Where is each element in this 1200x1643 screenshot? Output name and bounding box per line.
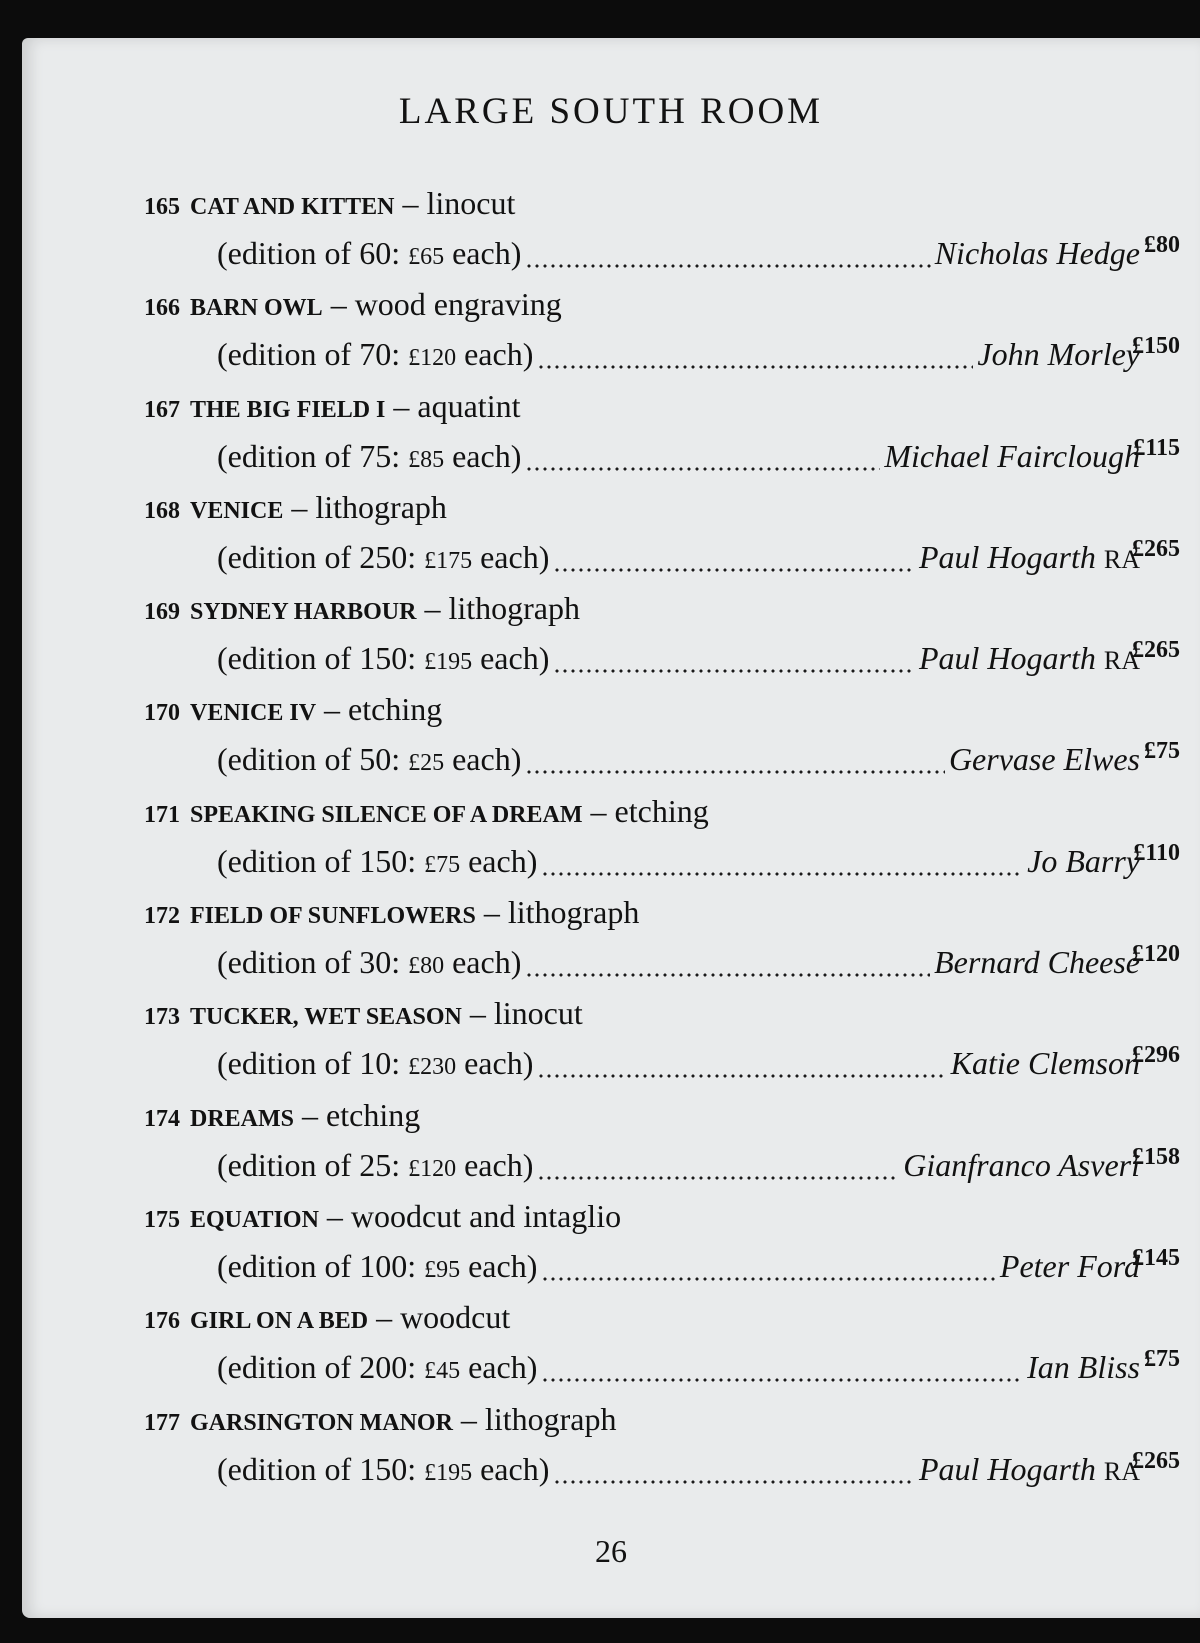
edition-info (217, 741, 521, 778)
edition-each: each) (464, 336, 534, 373)
artwork-title: GIRL ON A BED (190, 1308, 369, 1335)
artwork-title: BARN OWL (190, 295, 323, 322)
artist-name: Katie Clemson (950, 1045, 1140, 1082)
artwork-medium: – etching (590, 792, 709, 829)
catalogue-entry (22, 482, 1200, 583)
entry-details (217, 836, 1180, 887)
entry-heading (144, 1394, 616, 1444)
artist-name: Gervase Elwes (948, 741, 1140, 778)
artwork-medium: – linocut (469, 995, 583, 1032)
artwork-medium: – wood engraving (330, 286, 562, 323)
price: £115 (1133, 434, 1180, 461)
dot-leader (553, 644, 915, 674)
edition-size: (edition of 70: (217, 336, 401, 373)
lot-number: 168 (144, 497, 180, 524)
artwork-title: SPEAKING SILENCE OF A DREAM (190, 801, 583, 828)
edition-size: (edition of 200: (217, 1349, 417, 1386)
edition-price: £85 (408, 446, 445, 473)
catalogue-entry (22, 1090, 1200, 1191)
price: £265 (1132, 535, 1180, 562)
edition-each: each) (468, 842, 538, 879)
artist-name: Nicholas Hedge (934, 235, 1140, 271)
artwork-title: EQUATION (190, 1206, 319, 1233)
lot-number: 169 (144, 599, 180, 626)
artwork-medium: – lithograph (460, 1400, 617, 1437)
entry-details (217, 633, 1180, 684)
page-number: 26 (595, 1533, 627, 1569)
entry-details (217, 228, 1180, 279)
price: £158 (1132, 1143, 1180, 1170)
artist-name: Peter Ford (999, 1247, 1140, 1284)
dot-leader (541, 847, 1023, 877)
edition-each: each) (452, 235, 522, 271)
lot-number: 176 (144, 1308, 180, 1335)
entry-heading (144, 1292, 510, 1342)
entry-details (217, 431, 1180, 482)
artist-suffix: RA (1103, 544, 1140, 574)
edition-each: each) (464, 1146, 534, 1183)
price: £80 (1144, 232, 1180, 258)
edition-size: (edition of 75: (217, 437, 401, 474)
artist-name: Bernard Cheese (934, 944, 1140, 981)
edition-each: each) (480, 538, 550, 575)
edition-info (217, 944, 521, 981)
edition-info (217, 539, 549, 576)
artwork-medium: – etching (302, 1096, 421, 1133)
artist-name: Paul Hogarth RA (918, 1450, 1140, 1487)
edition-price: £230 (408, 1054, 457, 1081)
entry-details (217, 937, 1180, 988)
lot-number: 175 (144, 1206, 180, 1233)
edition-each: each) (468, 1349, 538, 1386)
price: £75 (1144, 1346, 1180, 1373)
artwork-title: SYDNEY HARBOUR (190, 599, 417, 626)
lot-number: 170 (144, 700, 180, 727)
artwork-medium: – aquatint (393, 387, 521, 424)
edition-price: £75 (424, 851, 461, 878)
entry-details (217, 329, 1180, 380)
catalogue-entry (22, 178, 1200, 279)
entry-details (217, 1140, 1180, 1191)
artwork-title: VENICE (190, 497, 284, 524)
edition-price: £120 (408, 1155, 457, 1182)
edition-price: £25 (408, 750, 445, 777)
artist-name: Paul Hogarth RA (918, 538, 1140, 575)
entry-heading (144, 1191, 621, 1241)
entry-details (217, 532, 1180, 583)
lot-number: 167 (144, 396, 180, 423)
dot-leader (553, 543, 915, 573)
price: £75 (1144, 738, 1180, 765)
edition-info (217, 1248, 537, 1285)
artwork-title: FIELD OF SUNFLOWERS (190, 903, 476, 930)
dot-leader (525, 239, 930, 269)
dot-leader (541, 1252, 996, 1282)
lot-number: 177 (144, 1409, 180, 1436)
entry-details (217, 1241, 1180, 1292)
edition-info (217, 1147, 533, 1184)
dot-leader (541, 1353, 1023, 1383)
edition-info (217, 336, 533, 373)
lot-number: 173 (144, 1004, 180, 1031)
artist-name: Ian Bliss (1027, 1349, 1140, 1386)
edition-size: (edition of 60: (217, 235, 401, 271)
artist-name: Michael Fairclough (884, 437, 1140, 474)
edition-info (217, 640, 549, 677)
catalogue-entry (22, 1191, 1200, 1292)
edition-info (217, 235, 521, 272)
edition-price: £195 (424, 649, 473, 676)
catalogue-entry (22, 381, 1200, 482)
artwork-medium: – woodcut (376, 1299, 511, 1336)
dot-leader (537, 340, 973, 370)
edition-info (217, 1349, 537, 1386)
edition-each: each) (480, 640, 550, 677)
lot-number: 166 (144, 295, 180, 322)
edition-size: (edition of 100: (217, 1247, 417, 1284)
entry-heading (144, 482, 447, 532)
edition-each: each) (468, 1247, 538, 1284)
artist-name: Gianfranco Asveri (903, 1146, 1140, 1183)
edition-price: £65 (408, 244, 445, 270)
edition-price: £195 (424, 1459, 473, 1486)
catalogue-entry (22, 684, 1200, 785)
edition-each: each) (452, 944, 522, 981)
artwork-medium: – woodcut and intaglio (326, 1197, 622, 1234)
edition-price: £175 (424, 547, 473, 574)
edition-price: £45 (424, 1358, 461, 1385)
artwork-title: VENICE IV (190, 700, 317, 727)
price: £110 (1133, 839, 1180, 866)
price: £265 (1132, 1447, 1180, 1474)
artwork-medium: – lithograph (483, 894, 640, 931)
price: £145 (1132, 1244, 1180, 1271)
artwork-medium: – linocut (402, 185, 516, 221)
dot-leader (525, 948, 930, 978)
edition-each: each) (452, 437, 522, 474)
edition-each: each) (452, 741, 522, 778)
catalogue-entry (22, 1394, 1200, 1495)
entry-list (22, 178, 1200, 1495)
artist-name: John Morley (977, 336, 1140, 373)
entry-heading (144, 988, 583, 1038)
edition-size: (edition of 30: (217, 944, 401, 981)
price: £150 (1132, 333, 1180, 360)
edition-info (217, 1045, 533, 1082)
entry-heading (144, 887, 639, 937)
edition-size: (edition of 250: (217, 538, 417, 575)
catalogue-entry (22, 583, 1200, 684)
price: £296 (1132, 1042, 1180, 1069)
lot-number: 171 (144, 801, 180, 828)
catalogue-entry (22, 988, 1200, 1089)
lot-number: 174 (144, 1105, 180, 1132)
artist-suffix: RA (1103, 646, 1140, 676)
dot-leader (553, 1455, 915, 1485)
lot-number: 172 (144, 903, 180, 930)
entry-heading (144, 684, 442, 734)
dot-leader (537, 1151, 899, 1181)
entry-details (217, 1038, 1180, 1089)
dot-leader (537, 1049, 946, 1079)
edition-size: (edition of 50: (217, 741, 401, 778)
edition-price: £80 (408, 953, 445, 980)
catalogue-entry (22, 279, 1200, 380)
entry-heading (144, 1090, 420, 1140)
edition-size: (edition of 150: (217, 640, 417, 677)
edition-price: £95 (424, 1256, 461, 1283)
entry-details (217, 1342, 1180, 1393)
artist-name: Paul Hogarth RA (918, 640, 1140, 677)
artwork-medium: – etching (324, 691, 443, 728)
artist-suffix: RA (1103, 1456, 1140, 1486)
artwork-medium: – lithograph (424, 590, 580, 627)
artwork-title: CAT AND KITTEN (190, 194, 395, 220)
catalogue-entry (22, 887, 1200, 988)
edition-each: each) (464, 1045, 534, 1082)
page-title: LARGE SOUTH ROOM (398, 91, 824, 132)
entry-heading (144, 178, 515, 228)
price: £120 (1132, 941, 1180, 968)
entry-details (217, 734, 1180, 785)
edition-size: (edition of 150: (217, 1450, 417, 1487)
artist-name: Jo Barry (1027, 842, 1140, 879)
edition-size: (edition of 150: (217, 842, 417, 879)
entry-heading (144, 786, 709, 836)
edition-info (217, 843, 537, 880)
edition-each: each) (480, 1450, 550, 1487)
artwork-medium: – lithograph (291, 488, 447, 525)
catalogue-entry (22, 1292, 1200, 1393)
entry-heading (144, 381, 520, 431)
entry-heading (144, 279, 562, 329)
edition-size: (edition of 25: (217, 1146, 401, 1183)
entry-heading (144, 583, 580, 633)
edition-info (217, 1451, 549, 1488)
dot-leader (525, 442, 880, 472)
dot-leader (525, 745, 945, 775)
catalogue-entry (22, 786, 1200, 887)
edition-price: £120 (408, 345, 457, 372)
catalogue-page (22, 38, 1200, 1618)
entry-details (217, 1444, 1180, 1495)
artwork-title: DREAMS (190, 1105, 295, 1132)
artwork-title: TUCKER, WET SEASON (190, 1004, 462, 1031)
price: £265 (1132, 637, 1180, 664)
lot-number: 165 (144, 194, 180, 220)
edition-size: (edition of 10: (217, 1045, 401, 1082)
artwork-title: GARSINGTON MANOR (190, 1409, 453, 1436)
artwork-title: THE BIG FIELD I (190, 396, 386, 423)
edition-info (217, 438, 521, 475)
